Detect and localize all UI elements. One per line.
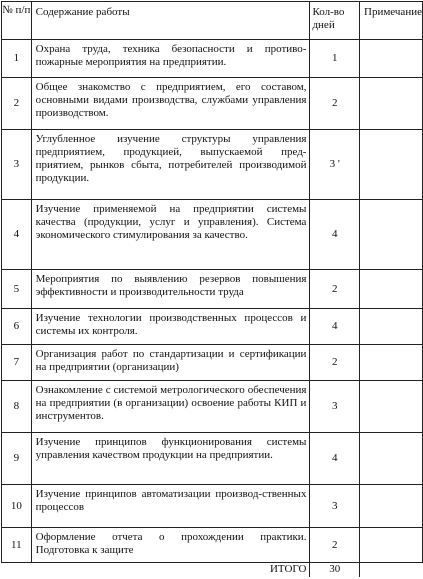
row-content: Изучение применяемой на предприятии системы качества (продукции, услуг и управления). Система экономического стимулирования за качество. (31, 200, 310, 270)
table-row (2, 40, 423, 78)
row-num: 1 (2, 40, 32, 78)
row-content: Оформление отчета о прохождении практики. Подготовка к защите (31, 528, 310, 563)
row-num: 7 (2, 345, 32, 381)
row-content: Организация работ по стандартизации и сертификации на предприятии (организации) (31, 345, 310, 381)
table-row (2, 270, 423, 309)
total-label: ИТОГО (31, 563, 310, 577)
header-num: № п/п (2, 2, 32, 40)
row-days: 3 (310, 381, 360, 433)
row-days: 3 (310, 485, 360, 528)
row-days: 1 (310, 40, 360, 78)
row-content: Углубленное изучение структуры управления предприятием, продукцией, выпускаемой пред-приятием, рынков сбыта, потребителей производимой продукции. (31, 130, 310, 200)
row-days: 2 (310, 270, 360, 309)
row-num: 9 (2, 433, 32, 485)
row-num: 5 (2, 270, 32, 309)
row-days: 3 ' (310, 130, 360, 200)
row-content: Изучение принципов функционирования системы управления качеством продукции на предприятии. (31, 433, 310, 485)
row-content: Изучение технологии производственных процессов и системы их контроля. (31, 309, 310, 345)
row-notes (360, 309, 423, 345)
table-row (2, 528, 423, 563)
row-content: Ознакомление с системой метрологического обеспечения на предприятии (в организации) освоение работы КИП и инструментов. (31, 381, 310, 433)
total-spacer (2, 563, 32, 577)
row-num: 2 (2, 78, 32, 130)
row-days: 4 (310, 200, 360, 270)
row-notes (360, 200, 423, 270)
row-content: Охрана труда, техника безопасности и противо-пожарные мероприятия на предприятии. (31, 40, 310, 78)
table-row (2, 381, 423, 433)
table-row (2, 309, 423, 345)
row-content: Общее знакомство с предприятием, его составом, основными видами производства, службами управления производством. (31, 78, 310, 130)
table-row (2, 345, 423, 381)
table-row (2, 200, 423, 270)
row-notes (360, 381, 423, 433)
table-header-row (2, 2, 423, 40)
row-num: 6 (2, 309, 32, 345)
row-num: 11 (2, 528, 32, 563)
total-days: 30 (310, 563, 360, 577)
header-content: Содержание работы (31, 2, 310, 40)
row-notes (360, 345, 423, 381)
work-plan-table (1, 1, 423, 577)
row-days: 4 (310, 309, 360, 345)
header-days: Кол-во дней (310, 2, 360, 40)
row-notes (360, 485, 423, 528)
table-row (2, 78, 423, 130)
row-days: 2 (310, 78, 360, 130)
row-notes (360, 270, 423, 309)
total-notes-spacer (360, 563, 423, 577)
row-content: Мероприятия по выявлению резервов повышения эффективности и производительности труда (31, 270, 310, 309)
row-notes (360, 78, 423, 130)
row-days: 2 (310, 345, 360, 381)
table-row (2, 433, 423, 485)
row-num: 4 (2, 200, 32, 270)
row-num: 10 (2, 485, 32, 528)
row-notes (360, 40, 423, 78)
header-notes: Примечание (360, 2, 423, 40)
row-notes (360, 528, 423, 563)
row-days: 4 (310, 433, 360, 485)
row-num: 8 (2, 381, 32, 433)
row-days: 2 (310, 528, 360, 563)
row-content: Изучение принципов автоматизации производ-ственных процессов (31, 485, 310, 528)
table-row (2, 485, 423, 528)
total-row (2, 563, 423, 577)
row-num: 3 (2, 130, 32, 200)
table-row (2, 130, 423, 200)
row-notes (360, 433, 423, 485)
row-notes (360, 130, 423, 200)
